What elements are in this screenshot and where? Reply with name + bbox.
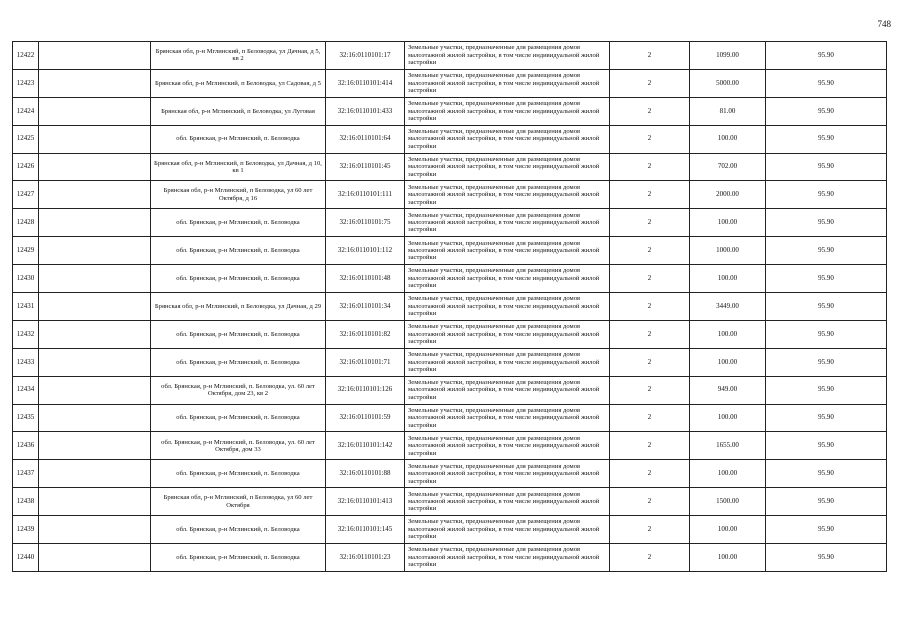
row-group: 2 bbox=[610, 181, 690, 209]
row-land-purpose: Земельные участки, предназначенные для размещения домов малоэтажной жилой застройки, в том числе индивидуальной жилой застройки bbox=[405, 460, 610, 488]
row-rate: 95.90 bbox=[766, 432, 887, 460]
row-rate: 95.90 bbox=[766, 376, 887, 404]
row-land-purpose: Земельные участки, предназначенные для размещения домов малоэтажной жилой застройки, в том числе индивидуальной жилой застройки bbox=[405, 293, 610, 321]
row-area: 3449.00 bbox=[690, 293, 766, 321]
row-address: обл. Брянская, р-н Мглинский, п. Беловодка bbox=[151, 265, 326, 293]
table-row bbox=[13, 42, 887, 70]
row-rate: 95.90 bbox=[766, 209, 887, 237]
row-cadastral-number: 32:16:0110101:59 bbox=[326, 404, 405, 432]
row-address: Брянская обл, р-н Мглинский, п Беловодка, ул Луговая bbox=[151, 97, 326, 125]
row-rate: 95.90 bbox=[766, 544, 887, 572]
row-address: Брянская обл, р-н Мглинский, п Беловодка, ул Дачная, д 5, кв 2 bbox=[151, 42, 326, 70]
table-row bbox=[13, 432, 887, 460]
row-land-purpose: Земельные участки, предназначенные для размещения домов малоэтажной жилой застройки, в том числе индивидуальной жилой застройки bbox=[405, 516, 610, 544]
row-group: 2 bbox=[610, 42, 690, 70]
row-address: Брянская обл, р-н Мглинский, п Беловодка, ул Дачная, д 29 bbox=[151, 293, 326, 321]
row-land-purpose: Земельные участки, предназначенные для размещения домов малоэтажной жилой застройки, в том числе индивидуальной жилой застройки bbox=[405, 320, 610, 348]
row-address: обл. Брянская, р-н Мглинский, п. Беловодка bbox=[151, 348, 326, 376]
row-id: 12425 bbox=[13, 125, 39, 153]
row-land-purpose: Земельные участки, предназначенные для размещения домов малоэтажной жилой застройки, в том числе индивидуальной жилой застройки bbox=[405, 69, 610, 97]
row-rate: 95.90 bbox=[766, 125, 887, 153]
cadastral-table bbox=[12, 41, 887, 572]
table-row bbox=[13, 69, 887, 97]
row-area: 100.00 bbox=[690, 209, 766, 237]
row-spacer bbox=[39, 209, 151, 237]
row-group: 2 bbox=[610, 209, 690, 237]
row-id: 12429 bbox=[13, 237, 39, 265]
row-spacer bbox=[39, 404, 151, 432]
table-body bbox=[13, 42, 887, 572]
row-id: 12422 bbox=[13, 42, 39, 70]
row-group: 2 bbox=[610, 320, 690, 348]
row-address: обл. Брянская, р-н Мглинский, п. Беловодка, ул. 60 лет Октября, дом 33 bbox=[151, 432, 326, 460]
row-cadastral-number: 32:16:0110101:142 bbox=[326, 432, 405, 460]
row-spacer bbox=[39, 488, 151, 516]
table-row bbox=[13, 293, 887, 321]
row-cadastral-number: 32:16:0110101:75 bbox=[326, 209, 405, 237]
table-row bbox=[13, 320, 887, 348]
row-land-purpose: Земельные участки, предназначенные для размещения домов малоэтажной жилой застройки, в том числе индивидуальной жилой застройки bbox=[405, 348, 610, 376]
row-area: 1655.00 bbox=[690, 432, 766, 460]
row-id: 12435 bbox=[13, 404, 39, 432]
row-area: 949.00 bbox=[690, 376, 766, 404]
row-land-purpose: Земельные участки, предназначенные для размещения домов малоэтажной жилой застройки, в том числе индивидуальной жилой застройки bbox=[405, 42, 610, 70]
row-area: 100.00 bbox=[690, 544, 766, 572]
row-land-purpose: Земельные участки, предназначенные для размещения домов малоэтажной жилой застройки, в том числе индивидуальной жилой застройки bbox=[405, 265, 610, 293]
row-cadastral-number: 32:16:0110101:71 bbox=[326, 348, 405, 376]
row-id: 12430 bbox=[13, 265, 39, 293]
row-spacer bbox=[39, 265, 151, 293]
row-land-purpose: Земельные участки, предназначенные для размещения домов малоэтажной жилой застройки, в том числе индивидуальной жилой застройки bbox=[405, 153, 610, 181]
row-cadastral-number: 32:16:0110101:48 bbox=[326, 265, 405, 293]
row-rate: 95.90 bbox=[766, 42, 887, 70]
row-cadastral-number: 32:16:0110101:45 bbox=[326, 153, 405, 181]
row-address: обл. Брянская, р-н Мглинский, п. Беловодка bbox=[151, 460, 326, 488]
row-rate: 95.90 bbox=[766, 404, 887, 432]
row-rate: 95.90 bbox=[766, 516, 887, 544]
row-spacer bbox=[39, 320, 151, 348]
row-address: обл. Брянская, р-н Мглинский, п. Беловодка, ул. 60 лет Октября, дом 23, кв 2 bbox=[151, 376, 326, 404]
table-row bbox=[13, 125, 887, 153]
row-id: 12432 bbox=[13, 320, 39, 348]
row-cadastral-number: 32:16:0110101:413 bbox=[326, 488, 405, 516]
row-spacer bbox=[39, 237, 151, 265]
row-cadastral-number: 32:16:0110101:111 bbox=[326, 181, 405, 209]
row-address: обл. Брянская, р-н Мглинский, п. Беловодка bbox=[151, 125, 326, 153]
row-group: 2 bbox=[610, 516, 690, 544]
row-id: 12431 bbox=[13, 293, 39, 321]
row-rate: 95.90 bbox=[766, 97, 887, 125]
row-area: 100.00 bbox=[690, 320, 766, 348]
page-number: 748 bbox=[877, 19, 891, 29]
row-id: 12439 bbox=[13, 516, 39, 544]
table-row bbox=[13, 181, 887, 209]
row-address: обл. Брянская, р-н Мглинский, п. Беловодка bbox=[151, 516, 326, 544]
row-group: 2 bbox=[610, 348, 690, 376]
row-cadastral-number: 32:16:0110101:34 bbox=[326, 293, 405, 321]
row-rate: 95.90 bbox=[766, 69, 887, 97]
row-area: 100.00 bbox=[690, 404, 766, 432]
row-spacer bbox=[39, 69, 151, 97]
row-id: 12424 bbox=[13, 97, 39, 125]
table-row bbox=[13, 348, 887, 376]
row-land-purpose: Земельные участки, предназначенные для размещения домов малоэтажной жилой застройки, в том числе индивидуальной жилой застройки bbox=[405, 209, 610, 237]
row-spacer bbox=[39, 181, 151, 209]
row-rate: 95.90 bbox=[766, 320, 887, 348]
row-id: 12440 bbox=[13, 544, 39, 572]
row-area: 100.00 bbox=[690, 516, 766, 544]
row-area: 1099.00 bbox=[690, 42, 766, 70]
row-rate: 95.90 bbox=[766, 237, 887, 265]
row-land-purpose: Земельные участки, предназначенные для размещения домов малоэтажной жилой застройки, в том числе индивидуальной жилой застройки bbox=[405, 181, 610, 209]
row-id: 12427 bbox=[13, 181, 39, 209]
table-row bbox=[13, 97, 887, 125]
row-cadastral-number: 32:16:0110101:414 bbox=[326, 69, 405, 97]
row-address: обл. Брянская, р-н Мглинский, п. Беловодка bbox=[151, 404, 326, 432]
row-address: обл. Брянская, р-н Мглинский, п. Беловодка bbox=[151, 209, 326, 237]
row-group: 2 bbox=[610, 153, 690, 181]
row-land-purpose: Земельные участки, предназначенные для размещения домов малоэтажной жилой застройки, в том числе индивидуальной жилой застройки bbox=[405, 125, 610, 153]
row-address: обл. Брянская, р-н Мглинский, п. Беловодка bbox=[151, 237, 326, 265]
row-land-purpose: Земельные участки, предназначенные для размещения домов малоэтажной жилой застройки, в том числе индивидуальной жилой застройки bbox=[405, 97, 610, 125]
row-address: обл. Брянская, р-н Мглинский, п. Беловодка bbox=[151, 320, 326, 348]
row-spacer bbox=[39, 460, 151, 488]
row-area: 5000.00 bbox=[690, 69, 766, 97]
row-cadastral-number: 32:16:0110101:82 bbox=[326, 320, 405, 348]
row-area: 702.00 bbox=[690, 153, 766, 181]
row-group: 2 bbox=[610, 293, 690, 321]
row-rate: 95.90 bbox=[766, 488, 887, 516]
row-land-purpose: Земельные участки, предназначенные для размещения домов малоэтажной жилой застройки, в том числе индивидуальной жилой застройки bbox=[405, 237, 610, 265]
table-row bbox=[13, 237, 887, 265]
row-group: 2 bbox=[610, 69, 690, 97]
table-row bbox=[13, 460, 887, 488]
row-group: 2 bbox=[610, 432, 690, 460]
row-address: Брянская обл, р-н Мглинский, п Беловодка, ул 60 лет Октября bbox=[151, 488, 326, 516]
row-spacer bbox=[39, 97, 151, 125]
row-cadastral-number: 32:16:0110101:433 bbox=[326, 97, 405, 125]
row-group: 2 bbox=[610, 125, 690, 153]
row-id: 12437 bbox=[13, 460, 39, 488]
row-land-purpose: Земельные участки, предназначенные для размещения домов малоэтажной жилой застройки, в том числе индивидуальной жилой застройки bbox=[405, 376, 610, 404]
row-rate: 95.90 bbox=[766, 293, 887, 321]
row-area: 1500.00 bbox=[690, 488, 766, 516]
row-spacer bbox=[39, 125, 151, 153]
row-cadastral-number: 32:16:0110101:126 bbox=[326, 376, 405, 404]
row-group: 2 bbox=[610, 544, 690, 572]
row-id: 12438 bbox=[13, 488, 39, 516]
row-cadastral-number: 32:16:0110101:88 bbox=[326, 460, 405, 488]
row-cadastral-number: 32:16:0110101:23 bbox=[326, 544, 405, 572]
row-group: 2 bbox=[610, 376, 690, 404]
row-area: 100.00 bbox=[690, 460, 766, 488]
row-spacer bbox=[39, 544, 151, 572]
row-area: 81.00 bbox=[690, 97, 766, 125]
row-area: 100.00 bbox=[690, 348, 766, 376]
row-id: 12428 bbox=[13, 209, 39, 237]
row-area: 2000.00 bbox=[690, 181, 766, 209]
row-rate: 95.90 bbox=[766, 460, 887, 488]
row-spacer bbox=[39, 42, 151, 70]
row-rate: 95.90 bbox=[766, 181, 887, 209]
table-row bbox=[13, 516, 887, 544]
row-id: 12426 bbox=[13, 153, 39, 181]
table-row bbox=[13, 488, 887, 516]
table-row bbox=[13, 153, 887, 181]
row-spacer bbox=[39, 516, 151, 544]
row-address: Брянская обл, р-н Мглинский, п Беловодка, ул Дачная, д 10, кв 1 bbox=[151, 153, 326, 181]
table-row bbox=[13, 265, 887, 293]
row-rate: 95.90 bbox=[766, 153, 887, 181]
table-row bbox=[13, 209, 887, 237]
row-land-purpose: Земельные участки, предназначенные для размещения домов малоэтажной жилой застройки, в том числе индивидуальной жилой застройки bbox=[405, 544, 610, 572]
table-row bbox=[13, 544, 887, 572]
row-id: 12436 bbox=[13, 432, 39, 460]
row-spacer bbox=[39, 153, 151, 181]
row-cadastral-number: 32:16:0110101:64 bbox=[326, 125, 405, 153]
row-rate: 95.90 bbox=[766, 265, 887, 293]
row-id: 12434 bbox=[13, 376, 39, 404]
row-group: 2 bbox=[610, 97, 690, 125]
row-area: 1000.00 bbox=[690, 237, 766, 265]
row-spacer bbox=[39, 293, 151, 321]
row-cadastral-number: 32:16:0110101:145 bbox=[326, 516, 405, 544]
row-cadastral-number: 32:16:0110101:17 bbox=[326, 42, 405, 70]
row-group: 2 bbox=[610, 404, 690, 432]
row-id: 12433 bbox=[13, 348, 39, 376]
row-address: Брянская обл, р-н Мглинский, п Беловодка, ул 60 лет Октября, д 16 bbox=[151, 181, 326, 209]
row-spacer bbox=[39, 432, 151, 460]
row-cadastral-number: 32:16:0110101:112 bbox=[326, 237, 405, 265]
row-group: 2 bbox=[610, 265, 690, 293]
row-group: 2 bbox=[610, 488, 690, 516]
row-area: 100.00 bbox=[690, 265, 766, 293]
row-group: 2 bbox=[610, 460, 690, 488]
row-area: 100.00 bbox=[690, 125, 766, 153]
row-group: 2 bbox=[610, 237, 690, 265]
row-rate: 95.90 bbox=[766, 348, 887, 376]
table-row bbox=[13, 404, 887, 432]
row-address: обл. Брянская, р-н Мглинский, п. Беловодка bbox=[151, 544, 326, 572]
row-address: Брянская обл, р-н Мглинский, п Беловодка, ул Садовая, д 5 bbox=[151, 69, 326, 97]
row-id: 12423 bbox=[13, 69, 39, 97]
row-land-purpose: Земельные участки, предназначенные для размещения домов малоэтажной жилой застройки, в том числе индивидуальной жилой застройки bbox=[405, 432, 610, 460]
row-spacer bbox=[39, 348, 151, 376]
row-land-purpose: Земельные участки, предназначенные для размещения домов малоэтажной жилой застройки, в том числе индивидуальной жилой застройки bbox=[405, 488, 610, 516]
table-row bbox=[13, 376, 887, 404]
row-land-purpose: Земельные участки, предназначенные для размещения домов малоэтажной жилой застройки, в том числе индивидуальной жилой застройки bbox=[405, 404, 610, 432]
row-spacer bbox=[39, 376, 151, 404]
